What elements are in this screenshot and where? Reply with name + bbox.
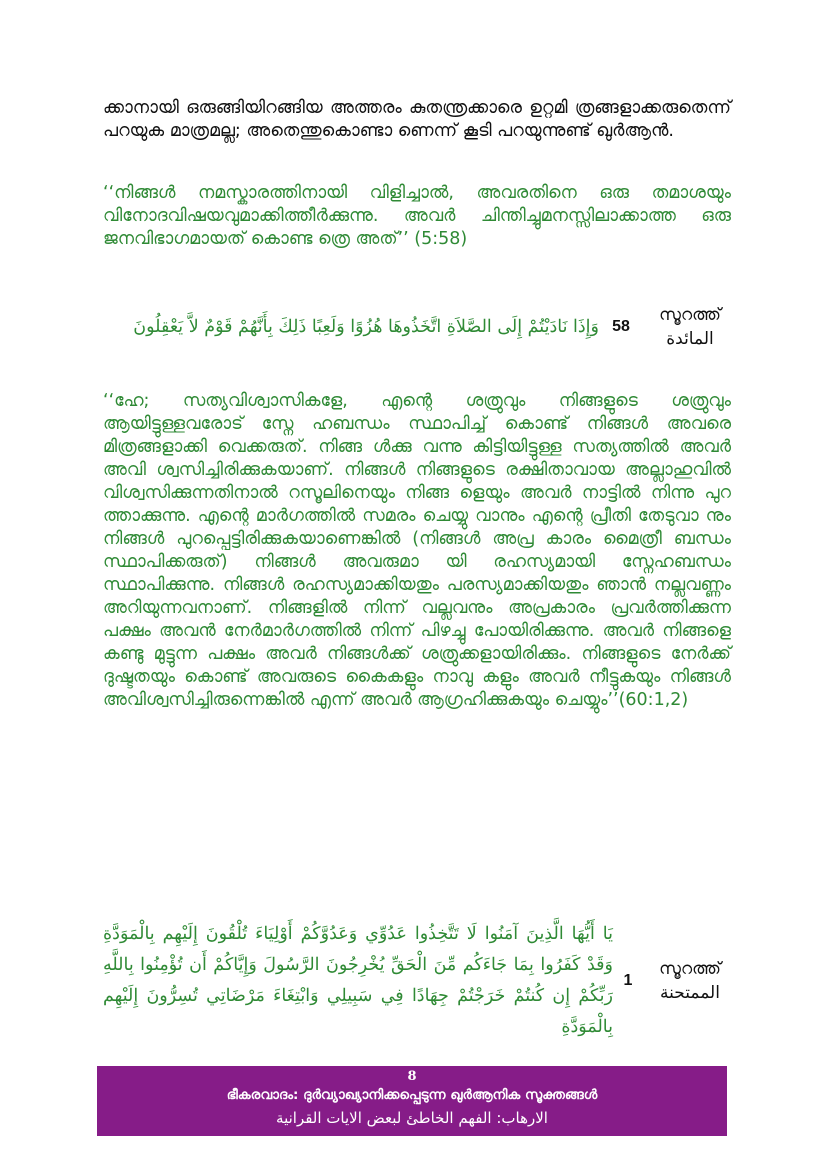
page-number: 8 bbox=[407, 1069, 417, 1084]
surah-name-maidah: സൂറത്ത് المائدة bbox=[659, 305, 721, 349]
verse-block-mumtahanah bbox=[103, 916, 737, 1046]
arabic-verse-mumtahanah: يَا أَيُّهَا الَّذِينَ آمَنُوا لَا تَتَّخِذُوا عَدُوِّي وَعَدُوَّكُمْ أَوْلِيَاءَ تُلْقُونَ إِلَيْهِم بِالْمَوَدَّةِ وَقَدْ كَفَرُوا بِمَا جَاءَكُم مِّنَ الْحَقِّ يُخْرِجُونَ الرَّسُولَ وَإِيَّاكُمْ أَن تُؤْمِنُوا بِاللَّهِ رَبِّكُمْ إِن كُنتُمْ خَرَجْتُمْ جِهَادًا فِي سَبِيلِي وَابْتِغَاءَ مَرْضَاتِي تُسِرُّونَ إِلَيْهِم بِالْمَوَدَّةِ bbox=[103, 924, 613, 1037]
page-footer bbox=[97, 1066, 727, 1136]
verse-number: 1 bbox=[623, 972, 633, 989]
footer-malayalam-title: ഭീകരവാദം: ദുർവ്യാഖ്യാനിക്കപ്പെടുന്ന ഖുർആനിക സൂക്തങ്ങൾ bbox=[226, 1087, 598, 1103]
intro-paragraph: ക്കാനായി ഒരുങ്ങിയിറങ്ങിയ അത്തരം കുതന്ത്രക്കാരെ ഉറ്റമി ത്രങ്ങളാക്കരുതെന്ന് പറയുക മാത്രമല്ല; അതെന്തുകൊണ്ടാ ണെന്ന് കൂടി പറയുന്നുണ്ട് ഖുർആൻ. bbox=[103, 98, 731, 141]
quote-surah-maidah: ‘‘നിങ്ങൾ നമസ്കാരത്തിനായി വിളിച്ചാൽ, അവരതിനെ ഒരു തമാശയും വിനോദവിഷയവുമാക്കിത്തീർക്കുന്നു. അവർ ചിന്തിച്ചുമനസ്സിലാക്കാത്ത ഒരു ജനവിഭാഗമായത് കൊണ്ട ത്രെ അത്’’ (5:58) bbox=[103, 183, 731, 249]
footer-arabic-title: الارهاب: الفهم الخاطئ لبعض الايات القرانية bbox=[276, 1109, 548, 1127]
surah-name-mumtahanah: സൂറത്ത് الممتحنة bbox=[659, 959, 721, 1003]
verse-block-maidah bbox=[103, 294, 737, 360]
arabic-verse-maidah: وَإِذَا نَادَيْتُمْ إِلَى الصَّلاَةِ اتَّخَذُوهَا هُزُوًا وَلَعِبًا ذَلِكَ بِأَنَّهُمْ قَوْمٌ لاَّ يَعْقِلُونَ bbox=[133, 317, 599, 337]
quote-surah-mumtahanah: ‘‘ഹേ; സത്യവിശ്വാസികളേ, എന്റെ ശത്രുവും നിങ്ങളുടെ ശത്രുവും ആയിട്ടുള്ളവരോട് സ്നേ ഹബന്ധം സ്ഥാപിച്ച് കൊണ്ട് നിങ്ങൾ അവരെ മിത്രങ്ങളാക്കി വെക്കരുത്. നിങ്ങ ൾക്കു വന്നു കിട്ടിയിട്ടുള്ള സത്യത്തിൽ അവർ അവി ശ്വസിച്ചിരിക്കുകയാണ്. നിങ്ങൾ നിങ്ങളുടെ രക്ഷിതാവായ അല്ലാഹുവിൽ വിശ്വസിക്കുന്നതിനാൽ റസൂലിനെയും നിങ്ങ ളെയും അവർ നാട്ടിൽ നിന്നു പുറ ത്താക്കുന്നു. എന്റെ മാർഗത്തിൽ സമരം ചെയ്യു വാനും എന്റെ പ്രീതി തേടുവാ നും നിങ്ങൾ പുറപ്പെട്ടിരിക്കുകയാണെങ്കിൽ (നിങ്ങൾ അപ്ര കാരം മൈത്രീ ബന്ധം സ്ഥാപിക്കരുത്) നിങ്ങൾ അവരുമാ യി രഹസ്യമായി സ്നേഹബന്ധം സ്ഥാപിക്കുന്നു. നിങ്ങൾ രഹസ്യമാക്കിയതും പരസ്യമാക്കിയതും ഞാൻ നല്ലവണ്ണം അറിയുന്നവനാണ്. നിങ്ങളിൽ നിന്ന് വല്ലവനും അപ്രകാരം പ്രവർത്തിക്കുന്ന പക്ഷം അവൻ നേർമാർഗത്തിൽ നിന്ന് പിഴച്ചു പോയിരിക്കുന്നു. അവർ നിങ്ങളെ കണ്ടു മുട്ടുന്ന പക്ഷം അവർ നിങ്ങൾക്ക് ശത്രുക്കളായിരിക്കും. നിങ്ങളുടെ നേർക്ക് ദുഷ്ടതയും കൊണ്ട് അവരുടെ കൈകളും നാവു കളും അവർ നീട്ടുകയും നിങ്ങൾ അവിശ്വസിച്ചിരുന്നെങ്കിൽ എന്ന് അവർ ആഗ്രഹിക്കുകയും ചെയ്യും’’(60:1,2) bbox=[103, 391, 731, 710]
verse-number: 58 bbox=[612, 318, 630, 335]
